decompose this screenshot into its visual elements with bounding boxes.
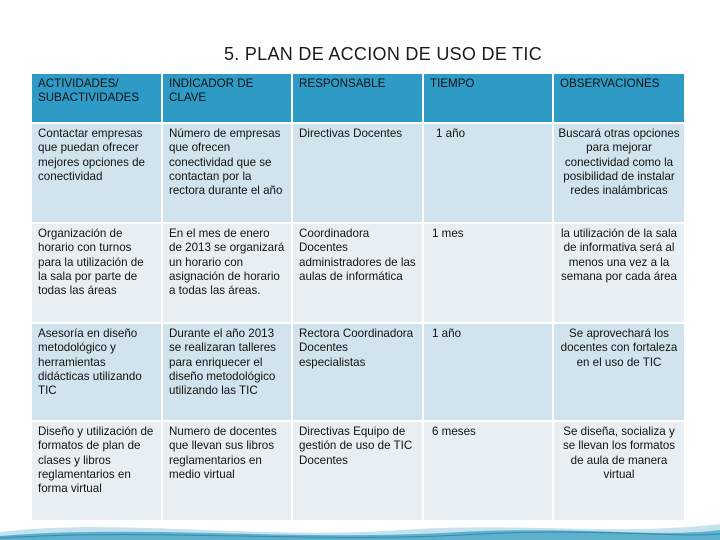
- table-row: [31, 421, 685, 521]
- cell-tiempo: 1 año: [423, 323, 553, 421]
- cell-actividad: Organización de horario con turnos para la utilización de la sala por parte de todas las áreas: [31, 223, 162, 323]
- header-indicador: INDICADOR DE CLAVE: [162, 73, 292, 123]
- cell-actividad: Contactar empresas que puedan ofrecer mejores opciones de conectividad: [31, 123, 162, 223]
- cell-responsable: Directivas Equipo de gestión de uso de TIC Docentes: [292, 421, 423, 521]
- cell-tiempo: 1 mes: [423, 223, 553, 323]
- header-actividades: ACTIVIDADES/ SUBACTIVIDADES: [31, 73, 162, 123]
- cell-observaciones: la utilización de la sala de informativa será al menos una vez a la semana por cada área: [553, 223, 685, 323]
- table-row: [31, 123, 685, 223]
- table-header-row: [31, 73, 685, 123]
- cell-observaciones: Se diseña, socializa y se llevan los formatos de aula de manera virtual: [553, 421, 685, 521]
- header-tiempo: TIEMPO: [423, 73, 553, 123]
- cell-responsable: Directivas Docentes: [292, 123, 423, 223]
- cell-actividad: Asesoría en diseño metodológico y herramientas didácticas utilizando TIC: [31, 323, 162, 421]
- cell-observaciones: Se aprovechará los docentes con fortaleza en el uso de TIC: [553, 323, 685, 421]
- table-row: [31, 323, 685, 421]
- cell-responsable: Rectora Coordinadora Docentes especialistas: [292, 323, 423, 421]
- cell-responsable: Coordinadora Docentes administradores de las aulas de informática: [292, 223, 423, 323]
- action-plan-table: [30, 72, 686, 522]
- cell-tiempo: 6 meses: [423, 421, 553, 521]
- footer-wave-decoration: [0, 510, 720, 540]
- cell-indicador: Durante el año 2013 se realizaran talleres para enriquecer el diseño metodológico utilizando las TIC: [162, 323, 292, 421]
- cell-observaciones: Buscará otras opciones para mejorar conectividad como la posibilidad de instalar redes inalámbricas: [553, 123, 685, 223]
- table-row: [31, 223, 685, 323]
- header-observaciones: OBSERVACIONES: [553, 73, 685, 123]
- cell-tiempo: 1 año: [423, 123, 553, 223]
- cell-actividad: Diseño y utilización de formatos de plan de clases y libros reglamentarios en forma virtual: [31, 421, 162, 521]
- cell-indicador: Numero de docentes que llevan sus libros reglamentarios en medio virtual: [162, 421, 292, 521]
- page-title: 5. PLAN DE ACCION DE USO DE TIC: [223, 44, 543, 64]
- cell-indicador: Número de empresas que ofrecen conectividad que se contactan por la rectora durante el año: [162, 123, 292, 223]
- cell-indicador: En el mes de enero de 2013 se organizará un horario con asignación de horario a todas las áreas.: [162, 223, 292, 323]
- header-responsable: RESPONSABLE: [292, 73, 423, 123]
